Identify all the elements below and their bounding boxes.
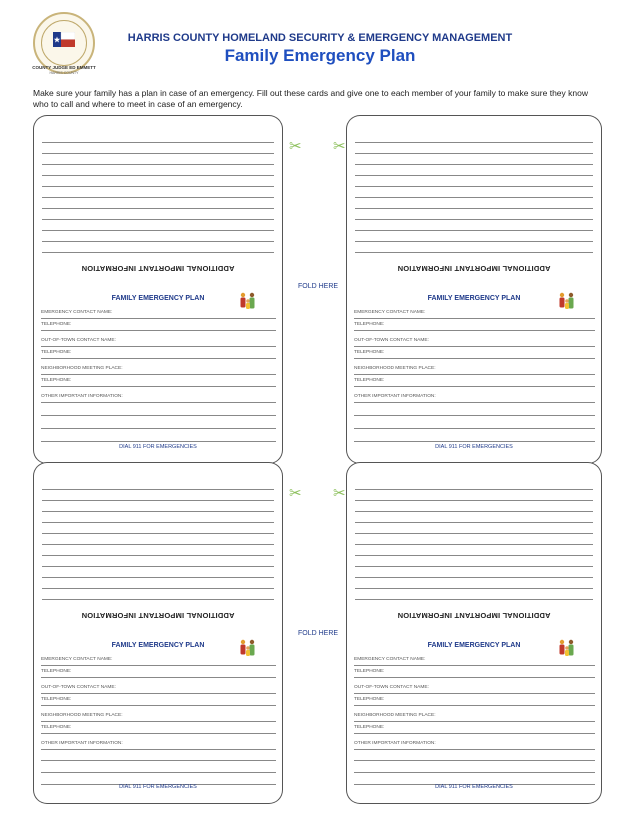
texas-flag-icon xyxy=(53,32,75,47)
info-line[interactable] xyxy=(355,220,593,231)
info-line[interactable] xyxy=(42,479,274,490)
scissors-icon: ✂ xyxy=(333,138,346,155)
info-line[interactable] xyxy=(42,132,274,143)
info-line[interactable] xyxy=(42,490,274,501)
info-line[interactable] xyxy=(42,512,274,523)
info-line[interactable] xyxy=(354,417,595,429)
out-of-town-contact-field[interactable]: OUT-OF-TOWN CONTACT NAME: xyxy=(41,335,276,347)
info-lines xyxy=(42,132,274,253)
dial-911-note: DIAL 911 FOR EMERGENCIES xyxy=(435,784,513,790)
info-line[interactable] xyxy=(42,165,274,176)
card-front-r1c1 xyxy=(33,289,283,464)
telephone-field[interactable]: TELEPHONE: xyxy=(354,347,595,359)
info-line[interactable] xyxy=(355,567,593,578)
info-line[interactable] xyxy=(355,242,593,253)
info-line[interactable] xyxy=(355,512,593,523)
fold-here-label: FOLD HERE xyxy=(298,283,339,290)
card-front-title: FAMILY EMERGENCY PLAN xyxy=(111,295,205,302)
dial-911-note: DIAL 911 FOR EMERGENCIES xyxy=(119,444,197,450)
telephone-field[interactable]: TELEPHONE: xyxy=(41,347,276,359)
info-line[interactable] xyxy=(355,578,593,589)
card-back-r2c1 xyxy=(33,462,283,648)
card-front-title: FAMILY EMERGENCY PLAN xyxy=(111,642,205,649)
other-info-field[interactable]: OTHER IMPORTANT INFORMATION: xyxy=(354,391,595,403)
info-line[interactable] xyxy=(42,545,274,556)
out-of-town-contact-field[interactable]: OUT-OF-TOWN CONTACT NAME: xyxy=(354,682,595,694)
scissors-icon: ✂ xyxy=(333,485,346,502)
info-line[interactable] xyxy=(42,198,274,209)
card-back-r1c2 xyxy=(346,115,602,301)
meeting-place-field[interactable]: NEIGHBORHOOD MEETING PLACE: xyxy=(41,363,276,375)
back-title: ADDITIONAL IMPORTANT INFORMATION xyxy=(397,264,551,273)
card-back-r2c2 xyxy=(346,462,602,648)
info-line[interactable] xyxy=(41,417,276,429)
info-line[interactable] xyxy=(355,187,593,198)
info-line[interactable] xyxy=(355,154,593,165)
info-lines xyxy=(42,479,274,600)
info-line[interactable] xyxy=(355,556,593,567)
info-line[interactable] xyxy=(355,545,593,556)
info-line[interactable] xyxy=(42,220,274,231)
dial-911-note: DIAL 911 FOR EMERGENCIES xyxy=(119,784,197,790)
other-info-field[interactable]: OTHER IMPORTANT INFORMATION: xyxy=(41,738,276,750)
telephone-field[interactable]: TELEPHONE: xyxy=(354,375,595,387)
info-line[interactable] xyxy=(355,490,593,501)
info-line[interactable] xyxy=(42,501,274,512)
info-line[interactable] xyxy=(42,589,274,600)
info-line[interactable] xyxy=(355,176,593,187)
meeting-place-field[interactable]: NEIGHBORHOOD MEETING PLACE: xyxy=(354,363,595,375)
seal-caption: COUNTY JUDGE ED EMMETT xyxy=(32,65,96,70)
telephone-field[interactable]: TELEPHONE: xyxy=(354,694,595,706)
info-line[interactable] xyxy=(41,430,276,442)
card-front-r1c2 xyxy=(346,289,602,464)
scissors-icon: ✂ xyxy=(289,138,302,155)
seal-subcaption: HARRIS COUNTY xyxy=(49,71,79,75)
info-lines xyxy=(355,479,593,600)
info-line[interactable] xyxy=(355,198,593,209)
info-line[interactable] xyxy=(355,479,593,490)
page-title: Family Emergency Plan xyxy=(224,46,416,65)
back-title: ADDITIONAL IMPORTANT INFORMATION xyxy=(81,611,235,620)
telephone-field[interactable]: TELEPHONE: xyxy=(354,722,595,734)
info-line[interactable] xyxy=(42,534,274,545)
telephone-field[interactable]: TELEPHONE: xyxy=(354,666,595,678)
info-line[interactable] xyxy=(354,404,595,416)
back-title: ADDITIONAL IMPORTANT INFORMATION xyxy=(81,264,235,273)
info-line[interactable] xyxy=(355,523,593,534)
dial-911-note: DIAL 911 FOR EMERGENCIES xyxy=(435,444,513,450)
info-line[interactable] xyxy=(42,523,274,534)
emergency-contact-field[interactable]: EMERGENCY CONTACT NAME: xyxy=(41,654,276,666)
back-title: ADDITIONAL IMPORTANT INFORMATION xyxy=(397,611,551,620)
meeting-place-field[interactable]: NEIGHBORHOOD MEETING PLACE: xyxy=(354,710,595,722)
info-line[interactable] xyxy=(355,501,593,512)
card-front-r2c1 xyxy=(33,636,283,804)
info-line[interactable] xyxy=(354,430,595,442)
telephone-field[interactable]: TELEPHONE: xyxy=(41,694,276,706)
card-front-title: FAMILY EMERGENCY PLAN xyxy=(427,642,521,649)
card-back-r1c1 xyxy=(33,115,283,301)
intro-paragraph: Make sure your family has a plan in case of an emergency. Fill out these cards and give one to each member of your family to make sure they know who to call and where to meet in case of an emergency. xyxy=(33,88,588,109)
fold-here-label: FOLD HERE xyxy=(298,630,339,637)
other-info-field[interactable]: OTHER IMPORTANT INFORMATION: xyxy=(354,738,595,750)
telephone-field[interactable]: TELEPHONE: xyxy=(41,375,276,387)
emergency-contact-field[interactable]: EMERGENCY CONTACT NAME: xyxy=(41,307,276,319)
info-line[interactable] xyxy=(42,578,274,589)
info-line[interactable] xyxy=(42,231,274,242)
emergency-contact-field[interactable]: EMERGENCY CONTACT NAME: xyxy=(354,654,595,666)
scissors-icon: ✂ xyxy=(289,485,302,502)
info-line[interactable] xyxy=(41,749,276,761)
info-line[interactable] xyxy=(355,165,593,176)
telephone-field[interactable]: TELEPHONE: xyxy=(41,666,276,678)
info-line[interactable] xyxy=(355,589,593,600)
out-of-town-contact-field[interactable]: OUT-OF-TOWN CONTACT NAME: xyxy=(354,335,595,347)
card-front-r2c2 xyxy=(346,636,602,804)
info-line[interactable] xyxy=(42,209,274,220)
info-line[interactable] xyxy=(354,749,595,761)
info-line[interactable] xyxy=(354,761,595,773)
info-line[interactable] xyxy=(41,761,276,773)
info-lines xyxy=(355,132,593,253)
other-info-field[interactable]: OTHER IMPORTANT INFORMATION: xyxy=(41,391,276,403)
out-of-town-contact-field[interactable]: OUT-OF-TOWN CONTACT NAME: xyxy=(41,682,276,694)
info-line[interactable] xyxy=(42,143,274,154)
emergency-contact-field[interactable]: EMERGENCY CONTACT NAME: xyxy=(354,307,595,319)
agency-name: HARRIS COUNTY HOMELAND SECURITY & EMERGENCY MANAGEMENT xyxy=(127,32,513,44)
telephone-field[interactable]: TELEPHONE: xyxy=(354,319,595,331)
info-line[interactable] xyxy=(42,176,274,187)
telephone-field[interactable]: TELEPHONE: xyxy=(41,722,276,734)
info-line[interactable] xyxy=(42,154,274,165)
info-line[interactable] xyxy=(42,567,274,578)
info-line[interactable] xyxy=(355,143,593,154)
info-line[interactable] xyxy=(41,404,276,416)
info-line[interactable] xyxy=(42,242,274,253)
telephone-field[interactable]: TELEPHONE: xyxy=(41,319,276,331)
info-line[interactable] xyxy=(42,187,274,198)
info-line[interactable] xyxy=(355,209,593,220)
info-line[interactable] xyxy=(355,231,593,242)
card-front-title: FAMILY EMERGENCY PLAN xyxy=(427,295,521,302)
info-line[interactable] xyxy=(355,132,593,143)
info-line[interactable] xyxy=(355,534,593,545)
meeting-place-field[interactable]: NEIGHBORHOOD MEETING PLACE: xyxy=(41,710,276,722)
info-line[interactable] xyxy=(42,556,274,567)
